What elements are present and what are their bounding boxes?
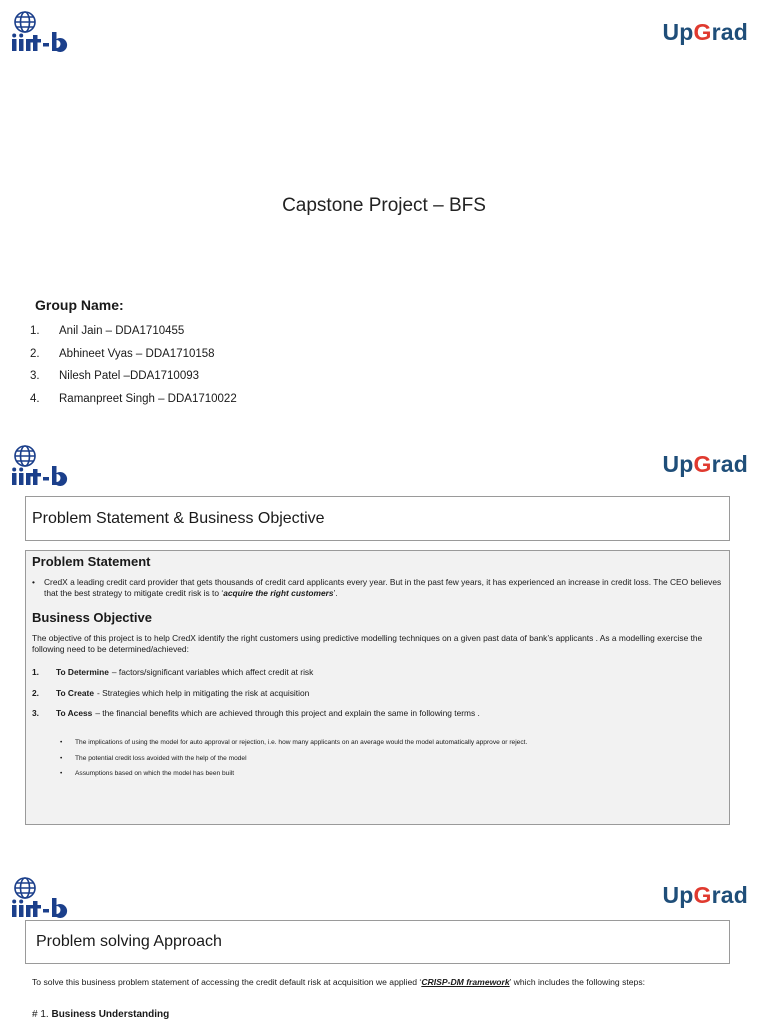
bullet-icon: • <box>60 754 63 762</box>
list-item: • The implications of using the model for auto approval or rejection, i.e. how many applicants on an average would the model automatically approve or reject. <box>60 739 528 747</box>
list-item: 4. Ramanpreet Singh – DDA1710022 <box>30 393 237 406</box>
upgrad-logo: UpGrad <box>662 451 748 477</box>
approach-step-heading: # 1. Business Understanding <box>32 1009 170 1020</box>
list-item: 3. Nilesh Patel –DDA1710093 <box>30 370 200 383</box>
list-item: 1. Anil Jain – DDA1710455 <box>30 325 185 338</box>
slide-problem-statement <box>0 420 768 856</box>
business-objective-heading: Business Objective <box>32 610 152 625</box>
slide-cover <box>0 0 768 420</box>
upgrad-logo: UpGrad <box>662 882 748 908</box>
bullet-icon: • <box>60 770 63 778</box>
slide-title-box <box>25 496 730 541</box>
terms-sub-bullets <box>60 735 527 782</box>
slide-approach <box>0 856 768 1024</box>
list-item: 1. To Determine – factors/significant variables which affect credit at risk <box>32 667 314 677</box>
objective-steps <box>32 667 480 729</box>
upgrad-logo: UpGrad <box>662 19 748 45</box>
iiitb-logo <box>10 876 74 920</box>
iiitb-logo <box>10 444 74 488</box>
slide-title-box <box>25 920 730 964</box>
bullet-icon: • <box>60 739 63 747</box>
slide-title: Problem solving Approach <box>36 933 222 950</box>
iiitb-logo <box>10 10 74 54</box>
list-item: 2. Abhineet Vyas – DDA1710158 <box>30 347 215 360</box>
list-item: • Assumptions based on which the model has been built <box>60 770 235 778</box>
bullet-icon: • <box>32 577 35 587</box>
cover-title: Capstone Project – BFS <box>282 195 486 216</box>
problem-statement-bullet: • CredX a leading credit card provider that gets thousands of credit card applicants every year. But in the past few years, it has experienced an increase in credit loss. The CEO believes that the best strategy to mitigate credit risk is to ‘acquire the right customers’. <box>32 577 722 598</box>
slide-title: Problem Statement & Business Objective <box>32 509 325 527</box>
objective-paragraph: The objective of this project is to help CredX identify the right customers using predictive modelling techniques on a given past data of bank’s applicants . As a modelling exercise the following need to be determined/achieved: <box>32 633 703 654</box>
approach-paragraph: To solve this business problem statement of accessing the credit default risk at acquisition we applied ‘CRISP-DM framework’ which includes the following steps: <box>32 977 645 987</box>
list-item: • The potential credit loss avoided with the help of the model <box>60 754 247 762</box>
content-box <box>25 550 730 825</box>
group-name-heading: Group Name: <box>35 297 124 313</box>
list-item: 3. To Acess – the financial benefits which are achieved through this project and explain the same in following terms . <box>32 708 480 718</box>
problem-statement-heading: Problem Statement <box>32 554 151 569</box>
list-item: 2. To Create - Strategies which help in mitigating the risk at acquisition <box>32 687 310 698</box>
member-list <box>30 320 237 410</box>
